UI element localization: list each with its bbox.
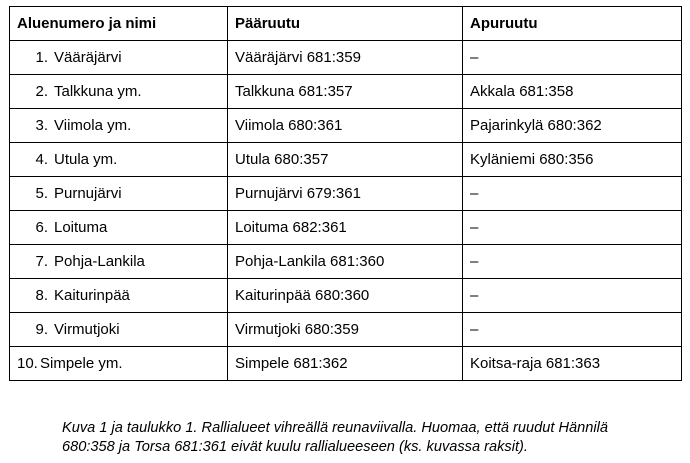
aux-square-cell: Koitsa-raja 681:363	[463, 347, 682, 381]
area-name: Pohja-Lankila	[54, 253, 145, 270]
area-number: 3.	[35, 117, 48, 134]
main-square-cell: Talkkuna 681:357	[228, 75, 463, 109]
area-name: Simpele ym.	[40, 355, 123, 372]
area-name: Kaiturinpää	[54, 287, 130, 304]
area-cell	[10, 347, 228, 381]
caption-line-1: Kuva 1 ja taulukko 1. Rallialueet vihreällä reunaviivalla. Huomaa, että ruudut Hännilä	[62, 420, 608, 436]
aux-square-cell: –	[463, 211, 682, 245]
area-name: Utula ym.	[54, 151, 118, 168]
area-cell	[10, 109, 228, 143]
area-name: Talkkuna ym.	[54, 83, 142, 100]
area-cell	[10, 143, 228, 177]
main-square-cell: Viimola 680:361	[228, 109, 463, 143]
table-row	[10, 347, 682, 381]
table-row	[10, 211, 682, 245]
main-square-cell: Pohja-Lankila 681:360	[228, 245, 463, 279]
area-number: 5.	[35, 185, 48, 202]
area-name: Vääräjärvi	[54, 49, 122, 66]
main-square-cell: Utula 680:357	[228, 143, 463, 177]
table-header-row	[10, 7, 682, 41]
aux-square-cell: Pajarinkylä 680:362	[463, 109, 682, 143]
table-row	[10, 313, 682, 347]
table-row	[10, 109, 682, 143]
area-number: 10.	[17, 355, 38, 372]
area-table	[9, 6, 682, 381]
table-row	[10, 41, 682, 75]
table-row	[10, 279, 682, 313]
area-cell	[10, 245, 228, 279]
caption-line-2: 680:358 ja Torsa 681:361 eivät kuulu rallialueeseen (ks. kuvassa raksit).	[62, 439, 528, 455]
main-square-cell: Kaiturinpää 680:360	[228, 279, 463, 313]
area-cell	[10, 279, 228, 313]
area-number: 2.	[35, 83, 48, 100]
aux-square-cell: –	[463, 41, 682, 75]
header-main-square: Pääruutu	[228, 7, 463, 41]
area-name: Purnujärvi	[54, 185, 122, 202]
table-row	[10, 143, 682, 177]
aux-square-cell: –	[463, 245, 682, 279]
main-square-cell: Purnujärvi 679:361	[228, 177, 463, 211]
figure-caption	[62, 419, 672, 457]
table-row	[10, 75, 682, 109]
area-name: Loituma	[54, 219, 108, 236]
area-number: 6.	[35, 219, 48, 236]
area-name: Viimola ym.	[54, 117, 132, 134]
aux-square-cell: Kyläniemi 680:356	[463, 143, 682, 177]
main-square-cell: Vääräjärvi 681:359	[228, 41, 463, 75]
table-row	[10, 245, 682, 279]
area-cell	[10, 177, 228, 211]
aux-square-cell: –	[463, 177, 682, 211]
area-number: 1.	[35, 49, 48, 66]
aux-square-cell: Akkala 681:358	[463, 75, 682, 109]
area-number: 7.	[35, 253, 48, 270]
area-cell	[10, 211, 228, 245]
main-square-cell: Simpele 681:362	[228, 347, 463, 381]
aux-square-cell: –	[463, 313, 682, 347]
header-area-number-name: Aluenumero ja nimi	[10, 7, 228, 41]
header-aux-square: Apuruutu	[463, 7, 682, 41]
area-cell	[10, 75, 228, 109]
area-cell	[10, 41, 228, 75]
table-row	[10, 177, 682, 211]
main-square-cell: Loituma 682:361	[228, 211, 463, 245]
area-name: Virmutjoki	[54, 321, 120, 338]
area-number: 4.	[35, 151, 48, 168]
main-square-cell: Virmutjoki 680:359	[228, 313, 463, 347]
area-number: 8.	[35, 287, 48, 304]
area-number: 9.	[35, 321, 48, 338]
aux-square-cell: –	[463, 279, 682, 313]
area-cell	[10, 313, 228, 347]
